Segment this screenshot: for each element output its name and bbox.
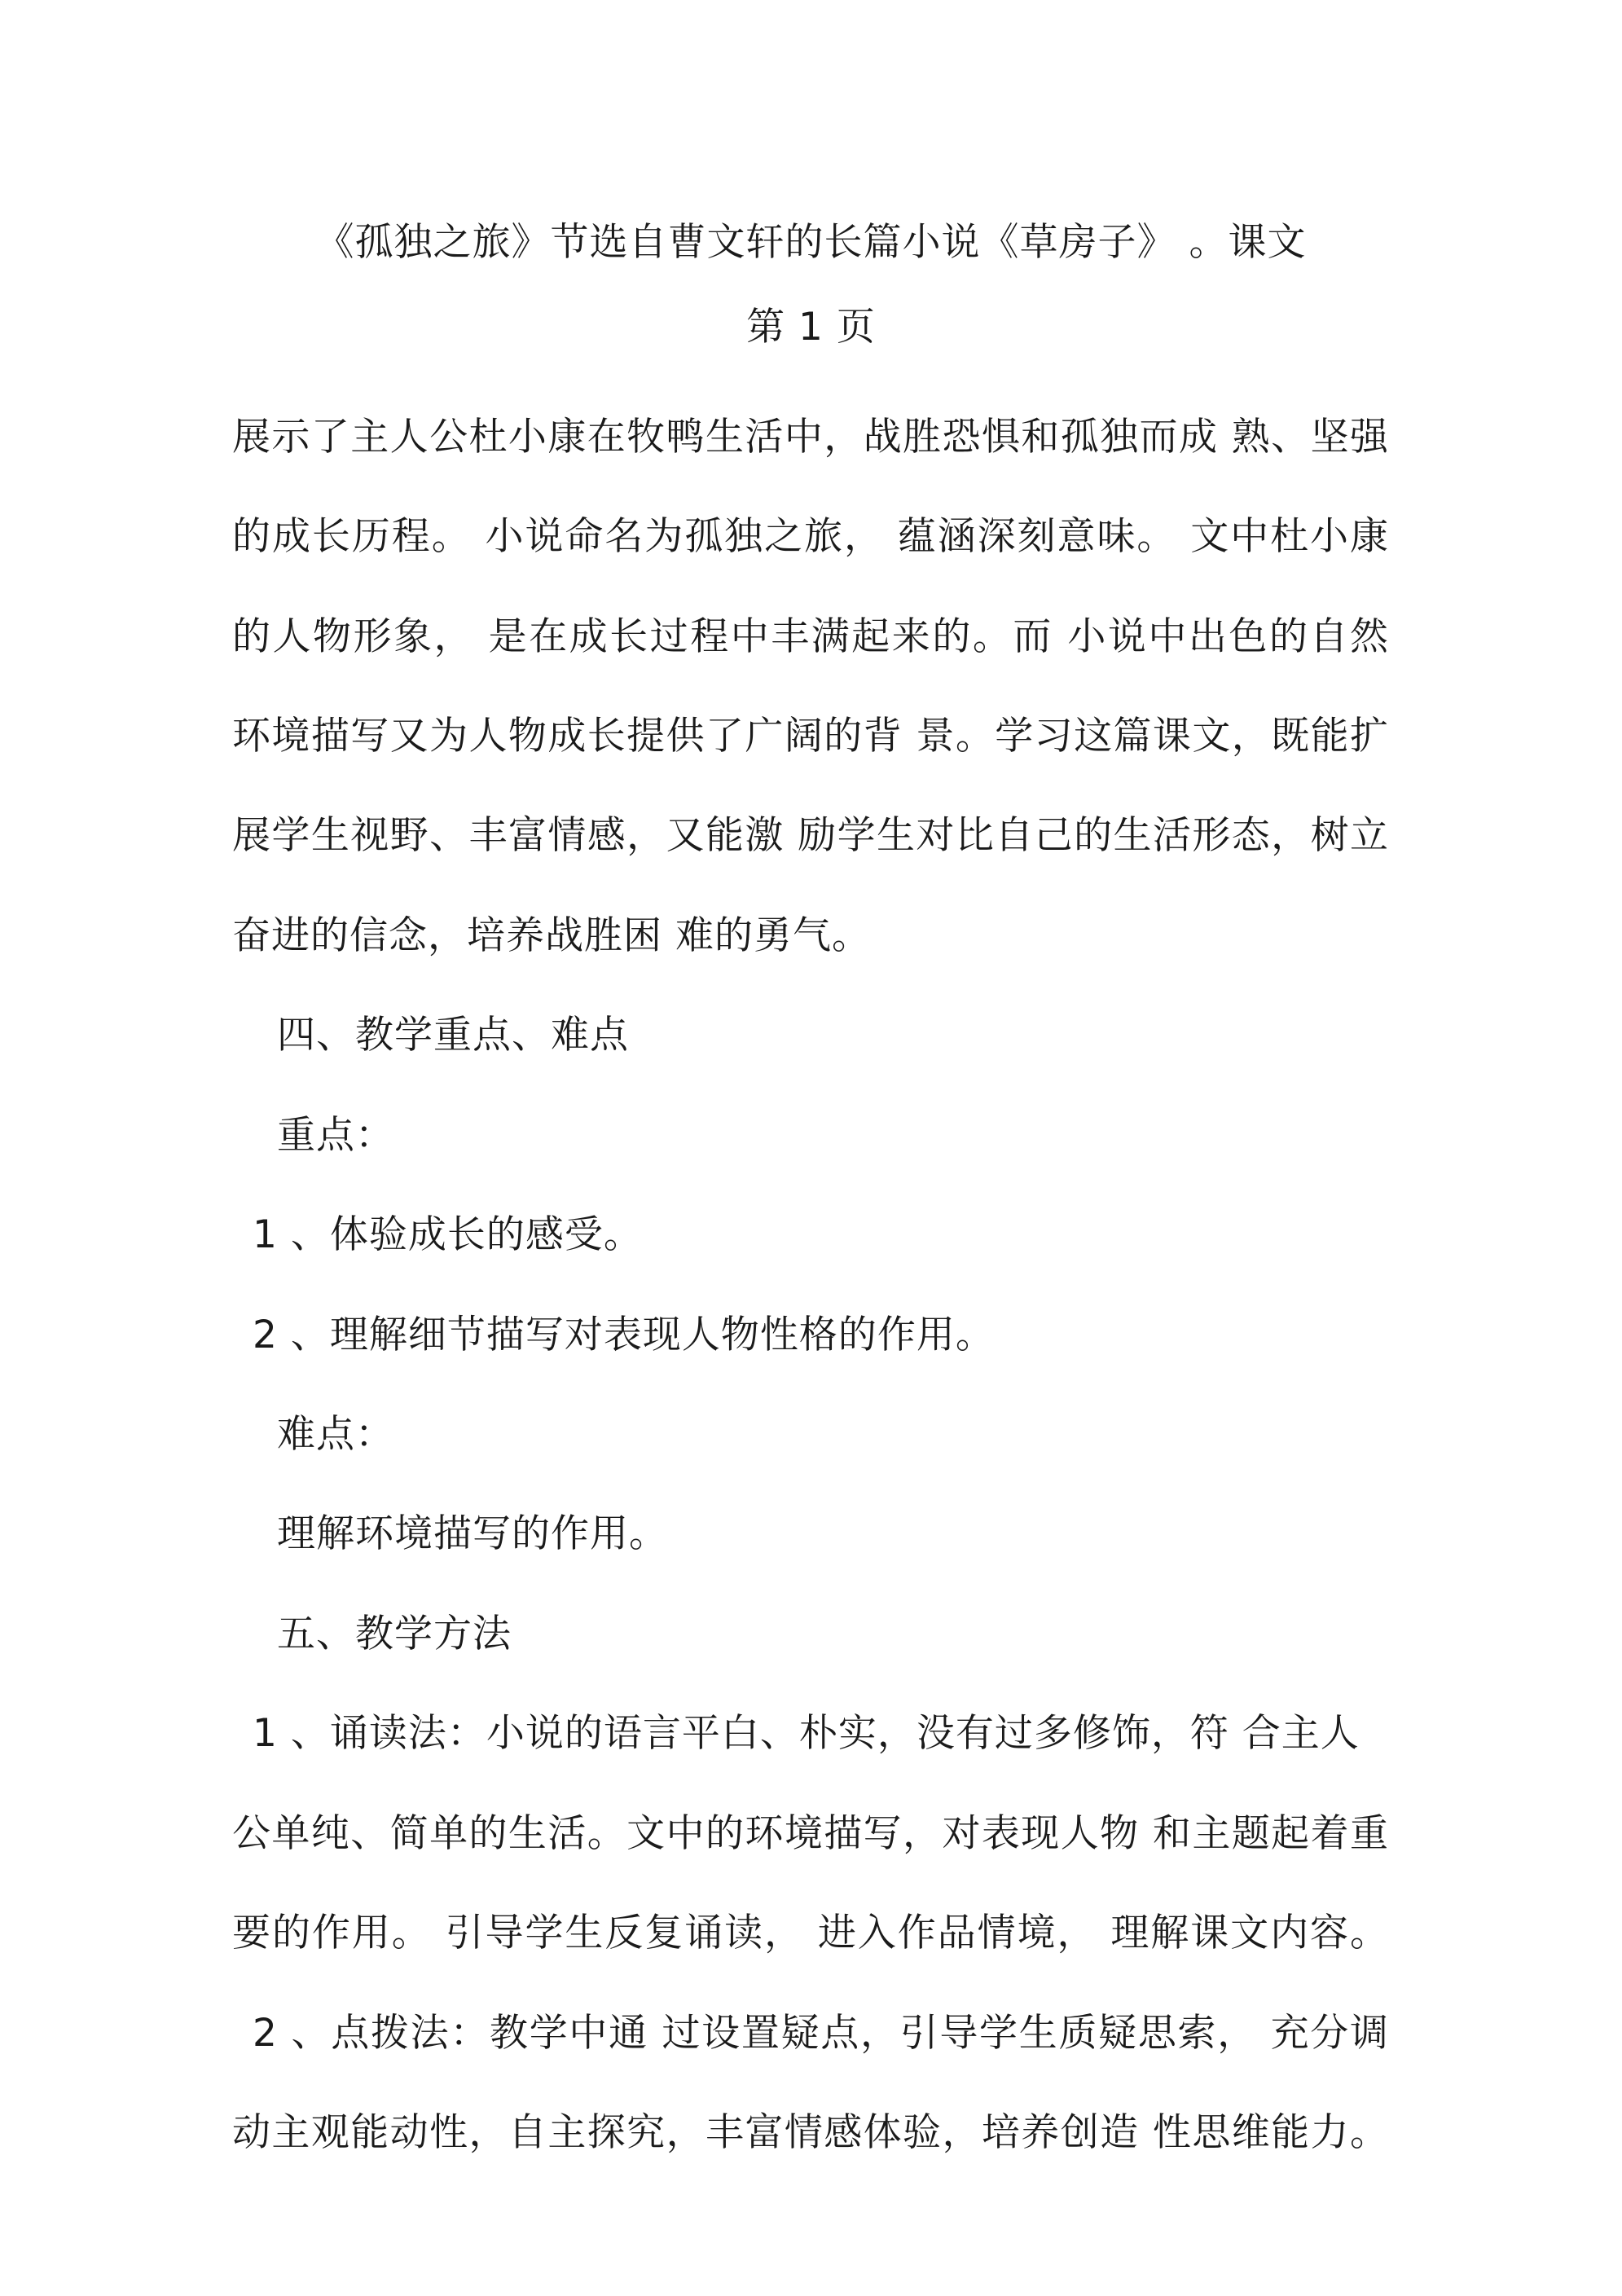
method-line: 公单纯、简单的生活。文中的环境描写，对表现人物 和主题起着重 <box>232 1811 1389 1856</box>
section-heading: 四、教学重点、难点 <box>277 1013 629 1058</box>
document-title: 《孤独之旅》节选自曹文轩的长篇小说《草房子》 。课文 <box>315 220 1307 265</box>
paragraph-line: 环境描写又为人物成长提供了广阔的背 景。学习这篇课文，既能扩 <box>232 714 1389 759</box>
method-line: 1 、诵读法：小说的语言平白、朴实，没有过多修饰，符 合主人 <box>253 1711 1360 1756</box>
key-points-label: 重点： <box>277 1113 394 1158</box>
difficulty-label: 难点： <box>277 1412 394 1457</box>
key-point-item: 1 、体验成长的感受。 <box>253 1212 643 1257</box>
method-line: 要的作用。 引导学生反复诵读， 进入作品情境， 理解课文内容。 <box>232 1911 1389 1955</box>
paragraph-line: 展示了主人公杜小康在牧鸭生活中，战胜恐惧和孤独而成 熟、坚强 <box>232 415 1389 460</box>
page-number: 第 1 页 <box>746 305 876 350</box>
paragraph-line: 奋进的信念，培养战胜困 难的勇气。 <box>232 913 871 958</box>
key-point-item: 2 、理解细节描写对表现人物性格的作用。 <box>253 1313 995 1357</box>
method-line: 2 、点拨法：教学中通 过设置疑点，引导学生质疑思索， 充分调 <box>253 2011 1389 2056</box>
paragraph-line: 的人物形象， 是在成长过程中丰满起来的。而 小说中出色的自然 <box>232 614 1389 659</box>
paragraph-line: 的成长历程。 小说命名为孤独之旅， 蕴涵深刻意味。 文中杜小康 <box>232 514 1389 559</box>
paragraph-line: 展学生视野、丰富情感，又能激 励学生对比自己的生活形态，树立 <box>232 813 1389 858</box>
section-heading: 五、教学方法 <box>277 1612 512 1656</box>
difficulty-text: 理解环境描写的作用。 <box>277 1511 668 1556</box>
method-line: 动主观能动性，自主探究，丰富情感体验，培养创造 性思维能力。 <box>232 2110 1389 2155</box>
